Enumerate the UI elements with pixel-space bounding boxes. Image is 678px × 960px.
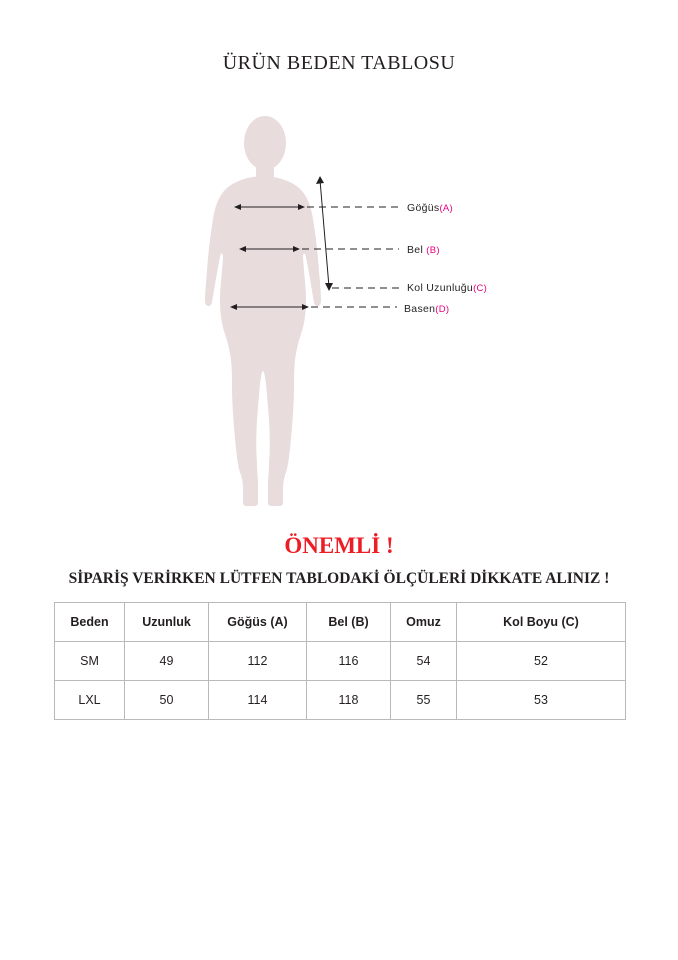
label-gogus-code: (A) bbox=[439, 203, 454, 214]
label-kol-uzunlugu-text: Kol Uzunluğu bbox=[407, 282, 474, 294]
label-bel bbox=[407, 244, 440, 256]
column-header-beden: Beden bbox=[55, 603, 125, 642]
table-row bbox=[55, 681, 626, 720]
female-silhouette-icon bbox=[0, 110, 678, 520]
cell-beden: SM bbox=[55, 642, 125, 681]
column-header-omuz: Omuz bbox=[391, 603, 457, 642]
cell-gogus: 114 bbox=[209, 681, 307, 720]
column-header-bel: Bel (B) bbox=[307, 603, 391, 642]
cell-omuz: 55 bbox=[391, 681, 457, 720]
label-basen-text: Basen bbox=[404, 303, 436, 315]
table-header-row bbox=[55, 603, 626, 642]
cell-uzunluk: 49 bbox=[125, 642, 209, 681]
column-header-kol-boyu: Kol Boyu (C) bbox=[457, 603, 626, 642]
label-bel-code: (B) bbox=[426, 245, 440, 256]
cell-bel: 116 bbox=[307, 642, 391, 681]
cell-bel: 118 bbox=[307, 681, 391, 720]
cell-beden: LXL bbox=[55, 681, 125, 720]
page-title: ÜRÜN BEDEN TABLOSU bbox=[222, 52, 456, 74]
cell-kol-boyu: 53 bbox=[457, 681, 626, 720]
label-kol-uzunlugu bbox=[407, 282, 487, 294]
label-kol-uzunlugu-code: (C) bbox=[473, 283, 488, 294]
body-measurement-diagram bbox=[0, 110, 678, 520]
label-bel-text: Bel bbox=[407, 244, 424, 256]
size-table bbox=[54, 602, 626, 720]
cell-gogus: 112 bbox=[209, 642, 307, 681]
cell-kol-boyu: 52 bbox=[457, 642, 626, 681]
label-basen-code: (D) bbox=[435, 304, 450, 315]
cell-omuz: 54 bbox=[391, 642, 457, 681]
label-basen bbox=[404, 303, 449, 315]
important-heading: ÖNEMLİ ! bbox=[284, 533, 394, 558]
order-notice: SİPARİŞ VERİRKEN LÜTFEN TABLODAKİ ÖLÇÜLERİ DİKKATE ALINIZ ! bbox=[68, 570, 610, 587]
cell-uzunluk: 50 bbox=[125, 681, 209, 720]
column-header-uzunluk: Uzunluk bbox=[125, 603, 209, 642]
label-gogus bbox=[407, 202, 453, 214]
label-gogus-text: Göğüs bbox=[407, 202, 440, 214]
table-row bbox=[55, 642, 626, 681]
column-header-gogus: Göğüs (A) bbox=[209, 603, 307, 642]
